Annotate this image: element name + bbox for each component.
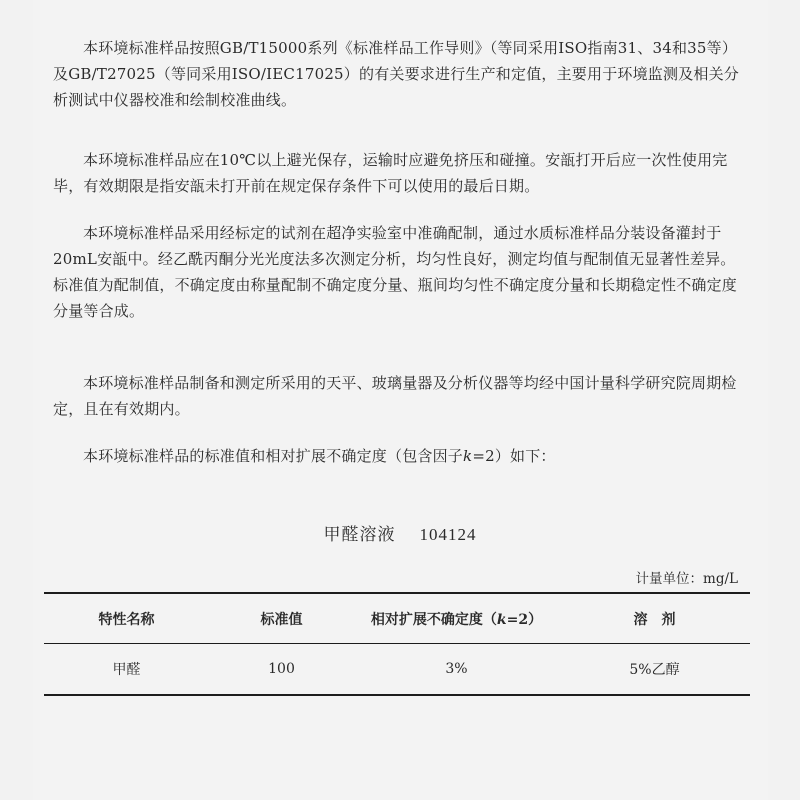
substance-name: 甲醛溶液 <box>323 525 396 545</box>
paragraph-standards-basis: 本环境标准样品按照GB/T15000系列《标准样品工作导则》（等同采用ISO指南31、34和35等）及GB/T27025（等同采用ISO/IEC17025）的有关要求进行生产和定值，主要用于环境监测及相关分析测试中仪器校准和绘制校准曲线。 <box>53 39 740 109</box>
intro-text-after: =2）如下： <box>472 447 556 465</box>
measurement-unit: 计量单位：mg/L <box>635 571 738 587</box>
paragraph-values-intro <box>53 443 745 469</box>
cell-standard-value: 100 <box>268 660 295 677</box>
table-header-row <box>44 594 750 643</box>
sample-code: 104124 <box>419 525 477 544</box>
paragraph-storage: 本环境标准样品应在10℃以上避光保存，运输时应避免挤压和碰撞。安瓿打开后应一次性使用完毕，有效期限是指安瓿未打开前在规定保存条件下可以使用的最后日期。 <box>53 151 728 195</box>
cell-uncertainty: 3% <box>445 660 468 677</box>
header-k-symbol: k <box>496 611 507 628</box>
header-standard-value: 标准值 <box>260 611 303 628</box>
cell-property-name: 甲醛 <box>112 661 141 678</box>
table-row <box>44 644 750 693</box>
header-solvent: 溶 剂 <box>633 611 676 628</box>
paragraph-calibration: 本环境标准样品制备和测定所采用的天平、玻璃量器及分析仪器等均经中国计量科学研究院周期检定，且在有效期内。 <box>53 374 737 418</box>
paragraph-preparation: 本环境标准样品采用经标定的试剂在超净实验室中准确配制，通过水质标准样品分装设备灌封于20mL安瓿中。经乙酰丙酮分光光度法多次测定分析，均匀性良好，测定均值与配制值无显著性差异。标准值为配制值，不确定度由称量配制不确定度分量、瓶间均匀性不确定度分量和长期稳定性不确定度分量等合成。 <box>53 224 738 320</box>
cell-solvent: 5%乙醇 <box>629 661 680 678</box>
intro-text-before: 本环境标准样品的标准值和相对扩展不确定度（包含因子 <box>83 447 464 465</box>
header-property-name: 特性名称 <box>98 611 155 628</box>
table-title <box>0 520 800 545</box>
table-bottom-rule <box>44 694 750 696</box>
coverage-factor-symbol: k <box>463 447 473 465</box>
header-uncertainty <box>354 609 559 629</box>
header-uncertainty-before: 相对扩展不确定度（ <box>370 611 497 628</box>
header-uncertainty-after: =2） <box>506 611 543 628</box>
